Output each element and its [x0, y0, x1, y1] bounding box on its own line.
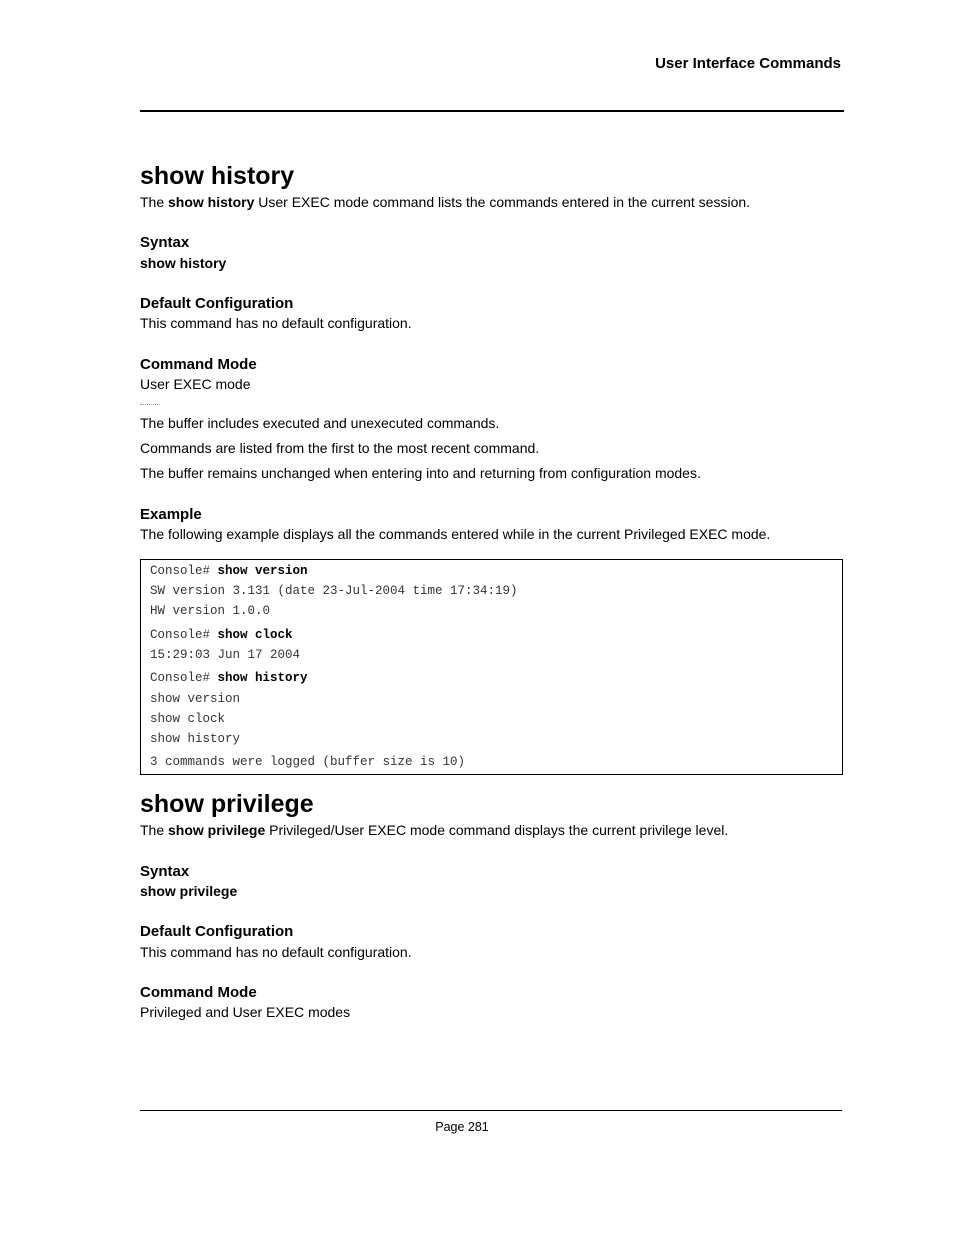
section-title-show-privilege: show privilege [140, 790, 314, 818]
code-line: Console# show history [150, 671, 308, 685]
example-heading: Example [140, 506, 202, 523]
code-line: show clock [150, 712, 226, 726]
code-example-box [140, 559, 843, 775]
tiny-marker [140, 404, 160, 405]
command-mode-heading: Command Mode [140, 356, 257, 373]
usage-note: The buffer remains unchanged when entering into and returning from configuration modes. [140, 465, 701, 481]
code-line: Console# show clock [150, 628, 293, 642]
show-history-intro: The show history User EXEC mode command lists the commands entered in the current session. [140, 194, 751, 210]
show-privilege-intro: The show privilege Privileged/User EXEC mode command displays the current privilege level. [140, 822, 729, 838]
command-mode-heading: Command Mode [140, 984, 257, 1001]
default-config-text: This command has no default configuration. [140, 944, 412, 960]
running-header: User Interface Commands [655, 55, 841, 72]
default-config-heading: Default Configuration [140, 923, 294, 940]
usage-note: Commands are listed from the first to the most recent command. [140, 440, 540, 456]
code-line: HW version 1.0.0 [150, 604, 271, 618]
code-line: Console# show version [150, 564, 308, 578]
code-line: SW version 3.131 (date 23-Jul-2004 time 17:34:19) [150, 584, 518, 598]
command-mode-text: User EXEC mode [140, 376, 251, 392]
syntax-heading: Syntax [140, 234, 190, 251]
header-rule [140, 110, 844, 112]
example-text: The following example displays all the commands entered while in the current Privileged EXEC mode. [140, 526, 771, 542]
default-config-text: This command has no default configuration. [140, 315, 412, 331]
footer-rule [140, 1110, 842, 1111]
syntax-text: show history [140, 255, 227, 271]
code-line: 3 commands were logged (buffer size is 10) [150, 755, 466, 769]
code-line: show version [150, 692, 241, 706]
syntax-text: show privilege [140, 883, 238, 899]
section-title-show-history: show history [140, 162, 295, 190]
usage-note: The buffer includes executed and unexecuted commands. [140, 415, 500, 431]
syntax-heading: Syntax [140, 863, 190, 880]
code-line: 15:29:03 Jun 17 2004 [150, 648, 301, 662]
command-mode-text: Privileged and User EXEC modes [140, 1004, 351, 1020]
code-line: show history [150, 732, 241, 746]
page-number: Page 281 [435, 1120, 489, 1134]
default-config-heading: Default Configuration [140, 295, 294, 312]
